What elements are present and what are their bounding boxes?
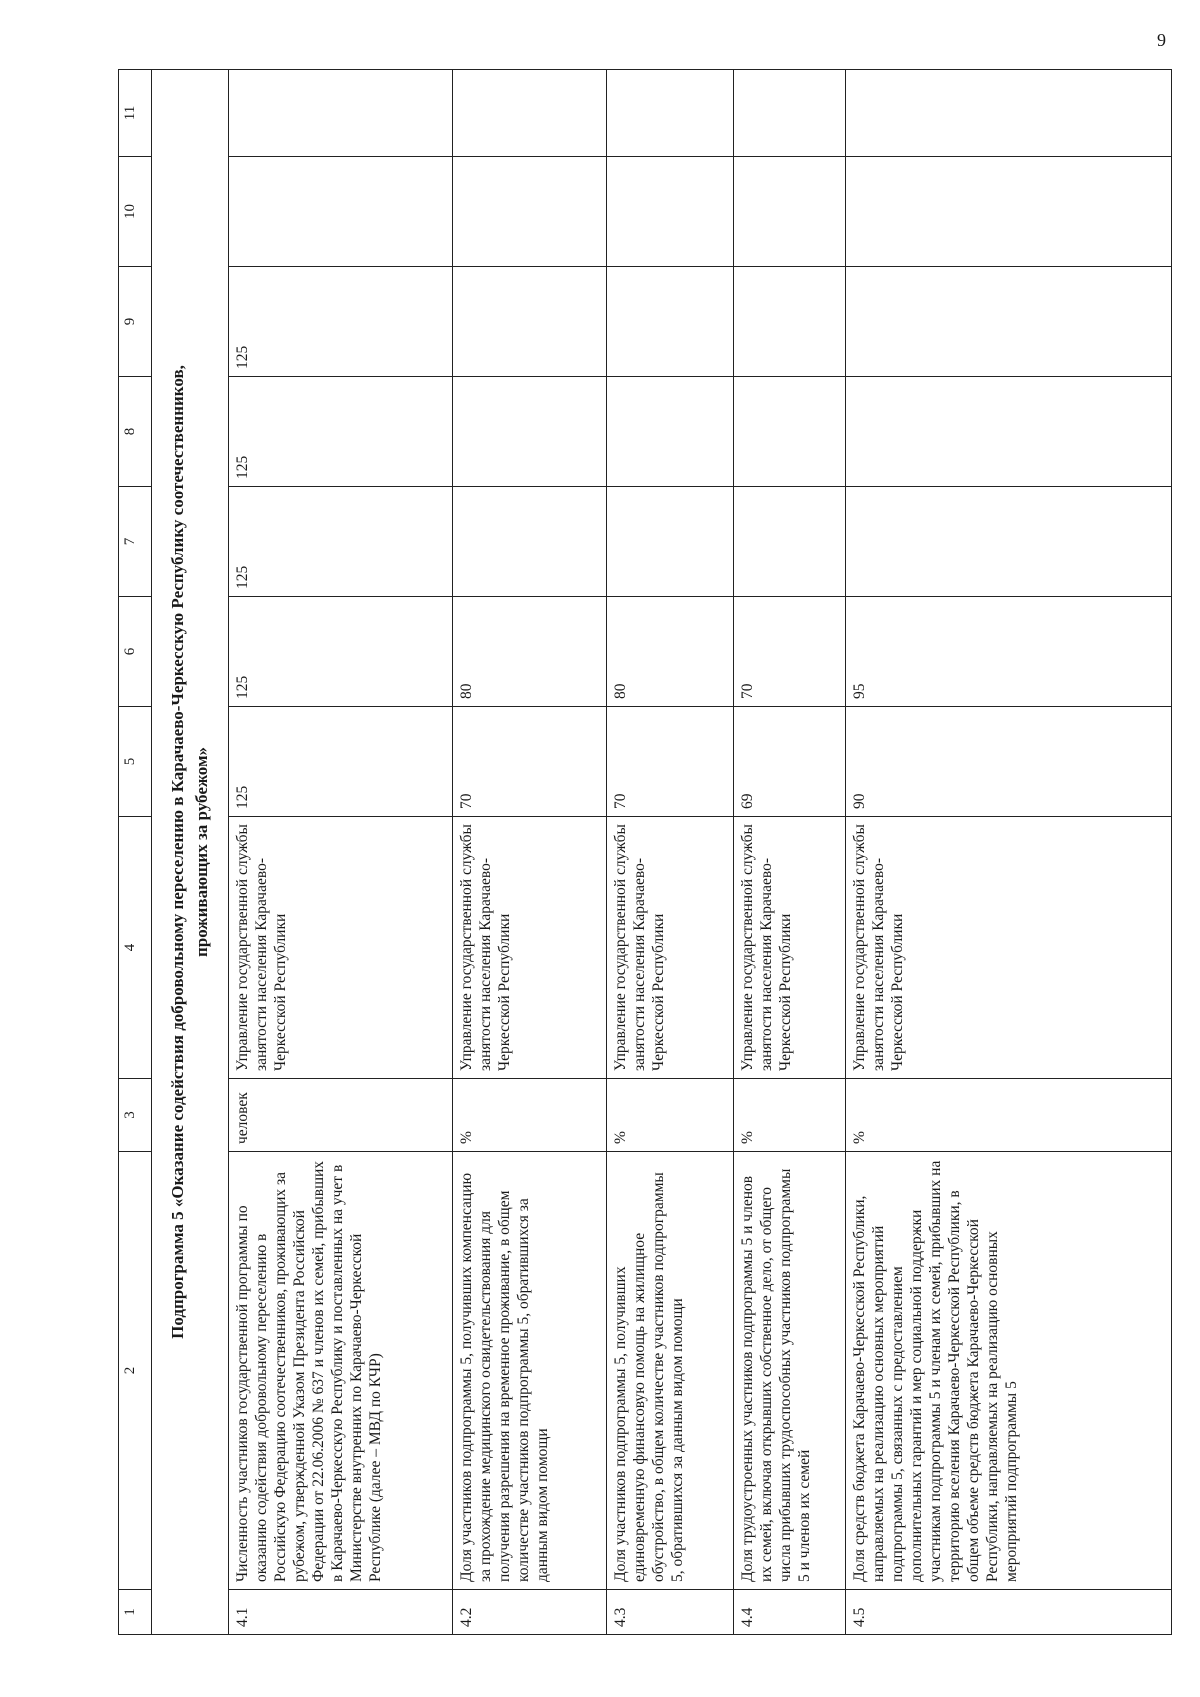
value-col9 <box>734 267 846 377</box>
indicators-table <box>118 69 1172 1635</box>
header-row <box>119 70 152 1635</box>
executor: Управление государственной службы занятости населения Карачаево-Черкесской Республики <box>846 817 1172 1079</box>
value-col6: 80 <box>453 597 607 707</box>
table-row <box>229 70 453 1635</box>
value-col8: 125 <box>229 377 453 487</box>
value-col10 <box>229 157 453 267</box>
value-col5: 125 <box>229 707 453 817</box>
value-col10 <box>734 157 846 267</box>
value-col5: 69 <box>734 707 846 817</box>
indicator-name: Численность участников государственной программы по оказанию содействия добровольному переселению в Российскую Федерацию соотечественников, проживающих за рубежом, утвержденной Указом Президента Российской Федерации от 22.06.2006 № 637 и членов их семей, прибывших в Карачаево-Черкесскую Республику и поставленных на учет в Министерстве внутренних по Карачаево-Черкесской Республике (далее – МВД по КЧР) <box>229 1152 453 1590</box>
unit: % <box>734 1079 846 1152</box>
unit: % <box>846 1079 1172 1152</box>
unit: % <box>607 1079 734 1152</box>
value-col5: 70 <box>607 707 734 817</box>
indicator-name: Доля участников подпрограммы 5, получивших единовременную финансовую помощь на жилищное обустройство, в общем количестве участников подпрограммы 5, обратившихся за данным видом помощи <box>607 1152 734 1590</box>
indicator-name: Доля средств бюджета Карачаево-Черкесской Республики, направляемых на реализацию основных мероприятий подпрограммы 5, связанных с предоставлением дополнительных гарантий и мер социальной поддержки участникам подпрограммы 5 и членам их семей, прибывших на территорию вселения Карачаево-Черкесской Республики, в общем объеме средств бюджета Карачаево-Черкесской Республики, направляемых на реализацию основных мероприятий подпрограммы 5 <box>846 1152 1172 1590</box>
value-col11 <box>229 70 453 157</box>
indicator-name: Доля трудоустроенных участников подпрограммы 5 и членов их семей, включая открывших собственное дело, от общего числа прибывших трудоспособных участников подпрограммы 5 и членов их семей <box>734 1152 846 1590</box>
value-col9 <box>607 267 734 377</box>
subprogram-title-row <box>152 70 229 1635</box>
header-cell-3: 3 <box>119 1079 152 1152</box>
subprogram-title-line2: проживающих за рубежом» <box>192 746 211 958</box>
executor: Управление государственной службы занятости населения Карачаево-Черкесской Республики <box>607 817 734 1079</box>
value-col6: 95 <box>846 597 1172 707</box>
value-col8 <box>846 377 1172 487</box>
value-col7 <box>607 487 734 597</box>
subprogram-title-line1: Подпрограмма 5 «Оказание содействия добровольному переселению в Карачаево-Черкесскую Республику соотечественников, <box>168 365 187 1339</box>
row-number: 4.5 <box>846 1590 1172 1635</box>
value-col11 <box>453 70 607 157</box>
header-cell-8: 8 <box>119 377 152 487</box>
indicator-name: Доля участников подпрограммы 5, получивших компенсацию за прохождение медицинского освидетельствования для получения разрешения на временное проживание, в общем количестве участников подпрограммы 5, обратившихся за данным видом помощи <box>453 1152 607 1590</box>
executor: Управление государственной службы занятости населения Карачаево-Черкесской Республики <box>229 817 453 1079</box>
value-col10 <box>846 157 1172 267</box>
subprogram-title <box>152 70 229 1635</box>
executor: Управление государственной службы занятости населения Карачаево-Черкесской Республики <box>453 817 607 1079</box>
value-col6: 125 <box>229 597 453 707</box>
row-number: 4.4 <box>734 1590 846 1635</box>
header-cell-9: 9 <box>119 267 152 377</box>
table-row <box>734 70 846 1635</box>
page-number: 9 <box>1157 30 1166 50</box>
value-col10 <box>607 157 734 267</box>
value-col7 <box>734 487 846 597</box>
value-col7 <box>846 487 1172 597</box>
value-col11 <box>607 70 734 157</box>
unit: % <box>453 1079 607 1152</box>
value-col9 <box>846 267 1172 377</box>
value-col5: 90 <box>846 707 1172 817</box>
value-col8 <box>607 377 734 487</box>
header-cell-10: 10 <box>119 157 152 267</box>
rotated-table-wrapper <box>118 70 1123 1635</box>
value-col6: 80 <box>607 597 734 707</box>
header-cell-11: 11 <box>119 70 152 157</box>
value-col6: 70 <box>734 597 846 707</box>
value-col9 <box>453 267 607 377</box>
header-cell-7: 7 <box>119 487 152 597</box>
header-cell-1: 1 <box>119 1590 152 1635</box>
value-col11 <box>734 70 846 157</box>
value-col8 <box>734 377 846 487</box>
executor: Управление государственной службы занятости населения Карачаево-Черкесской Республики <box>734 817 846 1079</box>
header-cell-5: 5 <box>119 707 152 817</box>
row-number: 4.1 <box>229 1590 453 1635</box>
table-row <box>846 70 1172 1635</box>
value-col5: 70 <box>453 707 607 817</box>
header-cell-4: 4 <box>119 817 152 1079</box>
row-number: 4.2 <box>453 1590 607 1635</box>
header-cell-2: 2 <box>119 1152 152 1590</box>
header-cell-6: 6 <box>119 597 152 707</box>
value-col10 <box>453 157 607 267</box>
table-row <box>453 70 607 1635</box>
value-col9: 125 <box>229 267 453 377</box>
value-col8 <box>453 377 607 487</box>
value-col7: 125 <box>229 487 453 597</box>
row-number: 4.3 <box>607 1590 734 1635</box>
value-col7 <box>453 487 607 597</box>
table-row <box>607 70 734 1635</box>
value-col11 <box>846 70 1172 157</box>
unit: человек <box>229 1079 453 1152</box>
